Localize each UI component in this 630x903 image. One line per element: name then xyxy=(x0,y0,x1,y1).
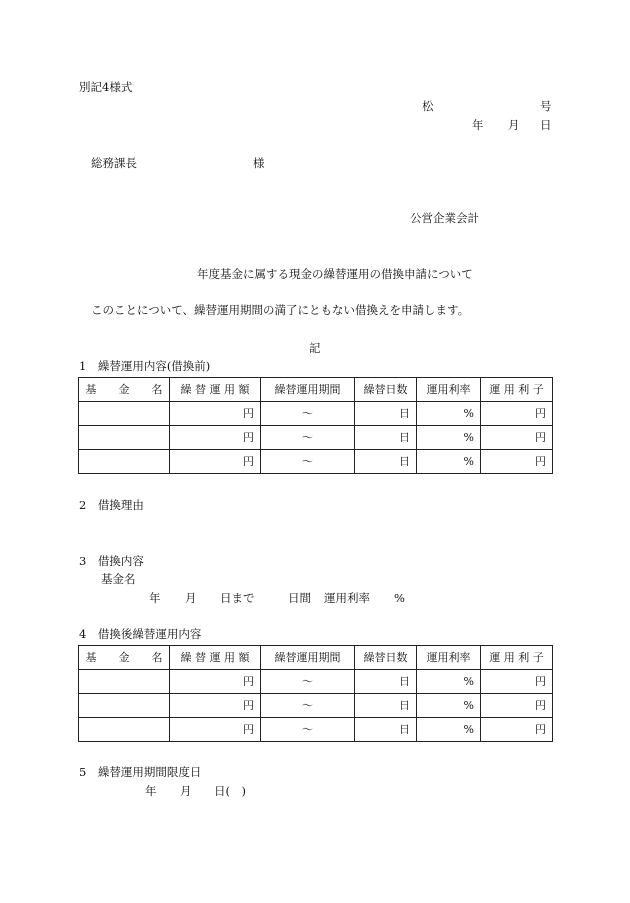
table-header-row xyxy=(79,646,553,670)
section3-year: 年 xyxy=(149,591,161,605)
section3-fund-label: 基金名 xyxy=(101,572,136,586)
header-interest: 運 用 利 子 xyxy=(481,378,553,402)
amount-cell[interactable]: 円 xyxy=(170,718,261,742)
section5-month: 月 xyxy=(180,784,192,798)
interest-cell[interactable]: 円 xyxy=(481,426,553,450)
section5-day: 日( ) xyxy=(214,784,246,798)
interest-cell[interactable]: 円 xyxy=(481,694,553,718)
section3-days: 日間 xyxy=(288,591,311,605)
fund-name-cell[interactable] xyxy=(79,718,170,742)
table-header-row xyxy=(79,378,553,402)
section1-table xyxy=(78,377,553,474)
fund-name-cell[interactable] xyxy=(79,694,170,718)
days-cell[interactable]: 日 xyxy=(355,670,417,694)
addressee-honorific: 様 xyxy=(253,156,265,170)
section2-title: 2 借換理由 xyxy=(79,498,144,512)
period-cell[interactable]: ～ xyxy=(261,694,355,718)
header-amount: 繰 替 運 用 額 xyxy=(170,378,261,402)
period-cell[interactable]: ～ xyxy=(261,718,355,742)
days-cell[interactable]: 日 xyxy=(355,718,417,742)
header-period: 繰替運用期間 xyxy=(261,378,355,402)
section3-until: 日まで xyxy=(220,591,255,605)
section4-table xyxy=(78,645,553,742)
table-row xyxy=(79,718,553,742)
header-fund-name: 基 金 名 xyxy=(79,378,170,402)
table-row xyxy=(79,426,553,450)
section3-rate-label: 運用利率 xyxy=(324,591,370,605)
interest-cell[interactable]: 円 xyxy=(481,670,553,694)
section5-title: 5 繰替運用期間限度日 xyxy=(79,765,202,779)
amount-cell[interactable]: 円 xyxy=(170,426,261,450)
section3-month: 月 xyxy=(185,591,197,605)
interest-cell[interactable]: 円 xyxy=(481,450,553,474)
fund-name-cell[interactable] xyxy=(79,450,170,474)
body-text: このことについて、繰替運用期間の満了にともない借換えを申請します。 xyxy=(91,303,470,317)
section1-title: 1 繰替運用内容(借換前) xyxy=(79,359,211,373)
doc-number-prefix: 松 xyxy=(422,99,434,113)
days-cell[interactable]: 日 xyxy=(355,426,417,450)
sender: 公営企業会計 xyxy=(410,211,479,225)
table-row xyxy=(79,402,553,426)
interest-cell[interactable]: 円 xyxy=(481,402,553,426)
rate-cell[interactable]: % xyxy=(417,670,481,694)
header-fund-name: 基 金 名 xyxy=(79,646,170,670)
interest-cell[interactable]: 円 xyxy=(481,718,553,742)
fund-name-cell[interactable] xyxy=(79,426,170,450)
table-row xyxy=(79,450,553,474)
section4-title: 4 借換後繰替運用内容 xyxy=(79,627,202,641)
table-row xyxy=(79,670,553,694)
section5-year: 年 xyxy=(145,784,157,798)
header-rate: 運用利率 xyxy=(417,646,481,670)
header-days: 繰替日数 xyxy=(355,646,417,670)
period-cell[interactable]: ～ xyxy=(261,402,355,426)
period-cell[interactable]: ～ xyxy=(261,426,355,450)
form-number: 別記4様式 xyxy=(79,80,133,94)
period-cell[interactable]: ～ xyxy=(261,670,355,694)
date-year: 年 xyxy=(472,118,484,132)
days-cell[interactable]: 日 xyxy=(355,450,417,474)
doc-number-suffix: 号 xyxy=(540,99,552,113)
amount-cell[interactable]: 円 xyxy=(170,402,261,426)
rate-cell[interactable]: % xyxy=(417,402,481,426)
days-cell[interactable]: 日 xyxy=(355,402,417,426)
rate-cell[interactable]: % xyxy=(417,718,481,742)
header-period: 繰替運用期間 xyxy=(261,646,355,670)
subject: 年度基金に属する現金の繰替運用の借換申請について xyxy=(197,267,473,281)
rate-cell[interactable]: % xyxy=(417,694,481,718)
header-rate: 運用利率 xyxy=(417,378,481,402)
amount-cell[interactable]: 円 xyxy=(170,694,261,718)
amount-cell[interactable]: 円 xyxy=(170,450,261,474)
addressee-title: 総務課長 xyxy=(91,156,137,170)
table-row xyxy=(79,694,553,718)
period-cell[interactable]: ～ xyxy=(261,450,355,474)
section3-title: 3 借換内容 xyxy=(79,554,144,568)
days-cell[interactable]: 日 xyxy=(355,694,417,718)
fund-name-cell[interactable] xyxy=(79,402,170,426)
header-amount: 繰 替 運 用 額 xyxy=(170,646,261,670)
ki-heading: 記 xyxy=(309,341,321,355)
date-day: 日 xyxy=(540,118,552,132)
header-interest: 運 用 利 子 xyxy=(481,646,553,670)
date-month: 月 xyxy=(508,118,520,132)
fund-name-cell[interactable] xyxy=(79,670,170,694)
rate-cell[interactable]: % xyxy=(417,426,481,450)
amount-cell[interactable]: 円 xyxy=(170,670,261,694)
header-days: 繰替日数 xyxy=(355,378,417,402)
section3-percent: % xyxy=(394,591,405,605)
rate-cell[interactable]: % xyxy=(417,450,481,474)
